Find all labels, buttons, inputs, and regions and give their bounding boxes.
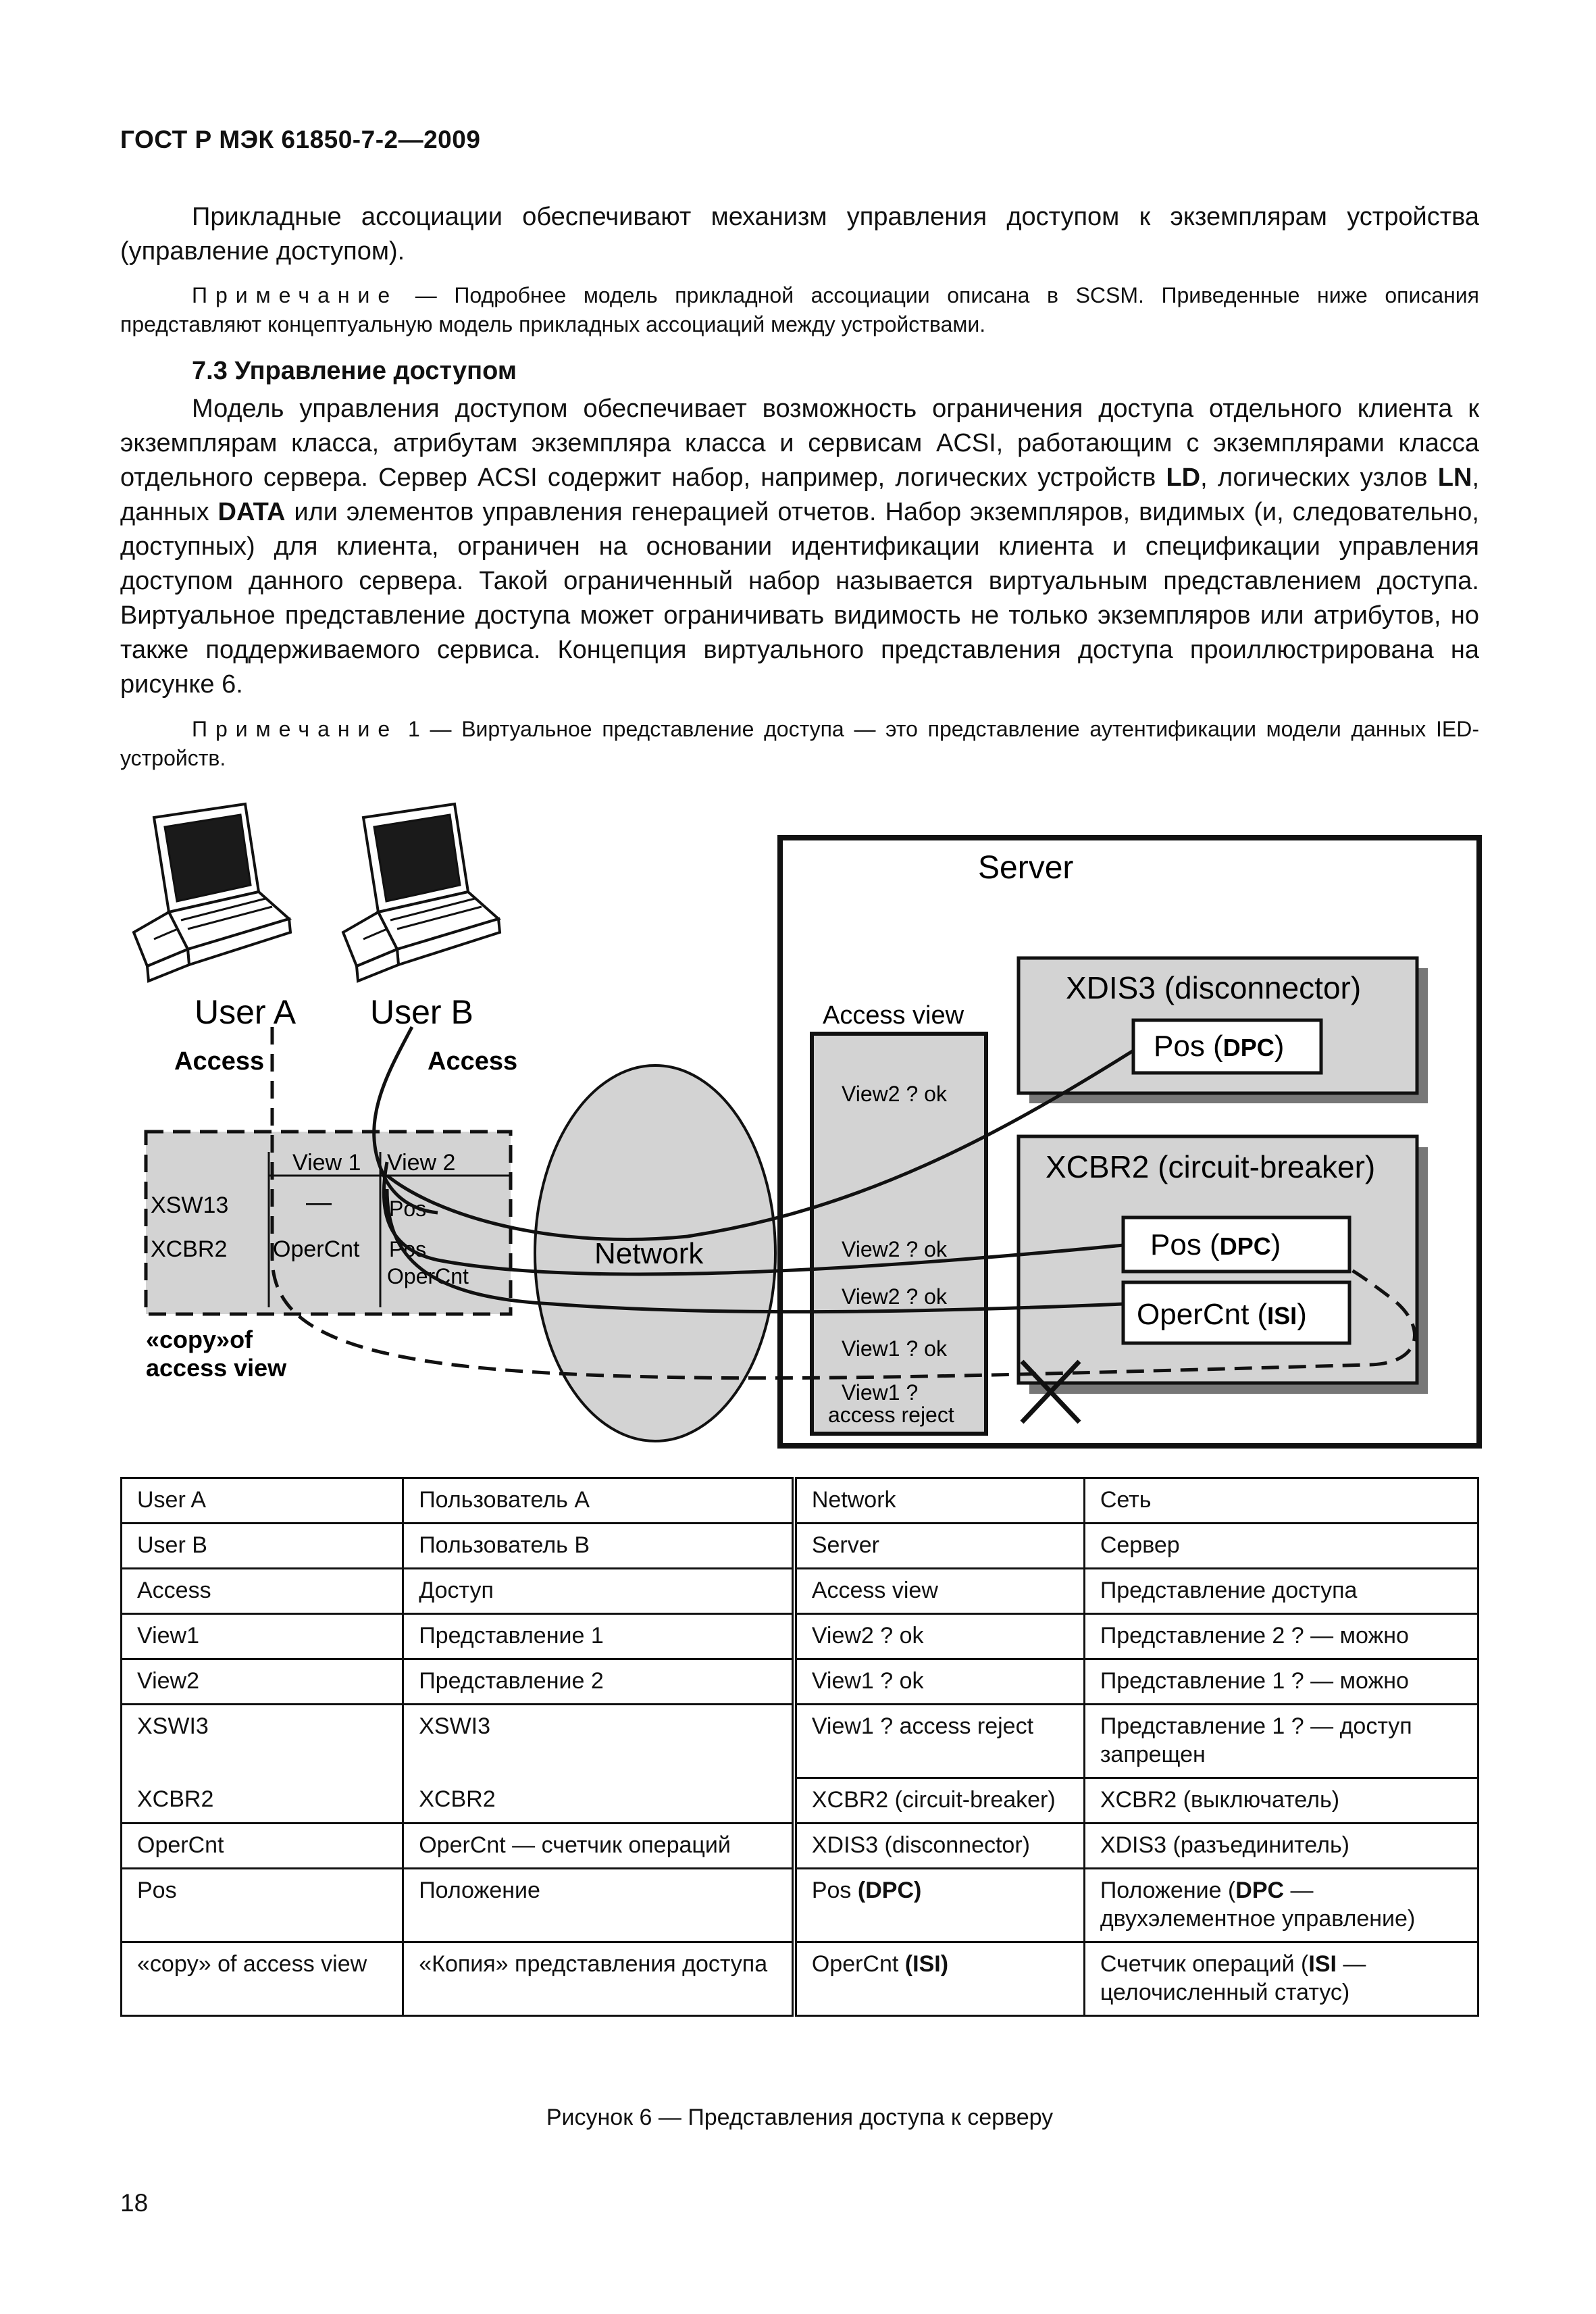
server-label: Server [978,850,1074,886]
page-header: ГОСТ Р МЭК 61850-7-2—2009 [120,126,481,153]
table-cell: Представление 1 ? — доступ запрещен [1084,1705,1478,1778]
network-label: Network [594,1237,704,1270]
access-view-diagram [120,784,1491,1459]
cell-text: OperCnt [811,1951,905,1977]
table-cell: Представление 1 ? — можно [1084,1659,1478,1705]
cell-text: — целочисленный статус) [1100,1951,1366,2005]
user-a-label: User A [195,993,297,1031]
user-b-label: User B [370,993,473,1031]
table-cell: Сеть [1084,1478,1478,1524]
table-row [122,1569,1478,1614]
access-a-label: Access [174,1047,265,1076]
table-cell: Pos [122,1869,403,1942]
laptop-a-icon [134,804,290,981]
table-cell [1084,1869,1478,1942]
para-text: , логических узлов [1200,463,1438,492]
row-xsw13-label: XSW13 [151,1192,229,1218]
table-row [122,1524,1478,1569]
table-cell: XSWI3 [122,1705,403,1778]
access-b-label: Access [428,1047,518,1076]
figure-caption: Рисунок 6 — Представления доступа к серверу [546,2105,1054,2130]
table-cell: View2 [122,1659,403,1705]
table-cell: XSWI3 [403,1705,794,1778]
access-view-label: Access view [823,1001,964,1030]
opercnt-view1-cell: OperCnt [273,1236,360,1262]
table-cell: View2 ? ok [794,1614,1084,1659]
paragraph-2 [120,392,1479,702]
table-cell: Положение [403,1869,794,1942]
section-title: 7.3 Управление доступом [192,357,517,385]
opercnt-isi: OperCnt (ISI) [1137,1298,1307,1331]
note-text: 1 — Виртуальное представление доступа — это представление аутентификации модели данных IED-устройств. [120,717,1479,770]
table-row [122,1823,1478,1869]
cell-bold: DPC [1235,1878,1285,1903]
cell-text: Положение ( [1100,1878,1236,1903]
table-cell: Представление 2 [403,1659,794,1705]
table-cell: «copy» of access view [122,1942,403,2016]
view1-col-label: View 1 [292,1150,361,1176]
table-cell: Представление 2 ? — можно [1084,1614,1478,1659]
copy-label-line2: access view [146,1354,287,1382]
table-cell: View1 ? ok [794,1659,1084,1705]
table-cell: Представление 1 [403,1614,794,1659]
access-view-entry-2: View2 ? ok [842,1237,947,1261]
table-cell: Network [794,1478,1084,1524]
table-cell: View1 ? access reject [794,1705,1084,1778]
table-row [122,1478,1478,1524]
pos-dpc-2: Pos (DPC) [1150,1228,1281,1261]
table-cell: OperCnt [122,1823,403,1869]
pos-view2-cell-2: Pos [389,1237,427,1261]
para-text: Модель управления доступом обеспечивает возможность ограничения доступа отдельного клиента к экземплярам класса, атрибутам экземпляра класса и сервисам ACSI, работающим с экземплярами класса отдельного сервера. Сервер ACSI содержит набор, например, логических устройств [120,395,1479,492]
table-cell: XDIS3 (disconnector) [794,1823,1084,1869]
pos-view2-cell: Pos [389,1197,427,1221]
view2-col-label: View 2 [387,1150,456,1176]
table-cell: XCBR2 (circuit-breaker) [794,1778,1084,1823]
xcbr2-label: XCBR2 (circuit-breaker) [1046,1149,1376,1184]
table-row [122,1659,1478,1705]
access-view-entry-4: View1 ? ok [842,1336,947,1361]
cell-text: — двухэлементное управление) [1100,1878,1416,1932]
table-cell: Представление доступа [1084,1569,1478,1614]
table-cell: XCBR2 [122,1778,403,1823]
table-row [122,1778,1478,1823]
cell-bold: ISI [1308,1951,1337,1977]
table-cell: View1 [122,1614,403,1659]
table-cell: «Копия» представления доступа [403,1942,794,2016]
row-xcbr2-label: XCBR2 [151,1236,228,1262]
table-cell: Access [122,1569,403,1614]
access-view-entry-5a: View1 ? [842,1380,919,1405]
para-bold-ln: LN [1437,463,1472,492]
note-1 [120,281,1479,339]
cell-text: Pos [811,1878,858,1903]
cell-bold: (DPC) [857,1878,922,1903]
opercnt-view2-cell: OperCnt [387,1264,469,1288]
cell-text: Счетчик операций ( [1100,1951,1309,1977]
note-label: Примечание [192,717,398,741]
xdis3-label: XDIS3 (disconnector) [1066,970,1362,1005]
note-2 [120,715,1479,773]
laptop-b-icon [343,804,500,981]
table-row [122,1942,1478,2016]
legend-table [120,1477,1479,2017]
table-cell: User A [122,1478,403,1524]
table-cell: Access view [794,1569,1084,1614]
table-cell: Доступ [403,1569,794,1614]
table-cell: XCBR2 (выключатель) [1084,1778,1478,1823]
dash-cell: — [306,1188,332,1217]
table-row [122,1614,1478,1659]
table-cell: Сервер [1084,1524,1478,1569]
page-number: 18 [120,2189,149,2217]
cell-bold: (ISI) [904,1951,949,1977]
access-view-entry-5b: access reject [828,1403,954,1427]
pos-dpc-1: Pos (DPC) [1154,1030,1285,1063]
copy-label-line1: «copy»of [146,1326,253,1353]
table-cell: OperCnt — счетчик операций [403,1823,794,1869]
para-text: или элементов управления генерацией отчетов. Набор экземпляров, видимых (и, следовательно, доступных) для клиента, ограничен на основании идентификации клиента и спецификации управления доступом данного сервера. Такой ограниченный набор называется виртуальным представлением доступа. Виртуальное представление доступа может ограничивать видимость не только экземпляров или атрибутов, но также поддерживаемого сервиса. Концепция виртуального представления доступа проиллюстрирована на рисунке 6. [120,498,1479,699]
table-cell [794,1942,1084,2016]
note-text: — Подробнее модель прикладной ассоциации описана в SCSM. Приведенные ниже описания представляют концептуальную модель прикладных ассоциаций между устройствами. [120,283,1479,336]
table-cell: Пользователь А [403,1478,794,1524]
para-text: , данных [120,463,1479,526]
paragraph-1: Прикладные ассоциации обеспечивают механизм управления доступом к экземплярам устройства (управление доступом). [120,203,1479,266]
table-cell: Пользователь В [403,1524,794,1569]
table-cell [1084,1942,1478,2016]
access-view-entry-1: View2 ? ok [842,1082,947,1106]
table-cell: Server [794,1524,1084,1569]
access-view-entry-3: View2 ? ok [842,1284,947,1309]
table-cell: User B [122,1524,403,1569]
para-bold-ld: LD [1166,463,1201,492]
table-row [122,1869,1478,1942]
table-cell: XCBR2 [403,1778,794,1823]
para-bold-data: DATA [217,498,286,526]
table-cell: XDIS3 (разъединитель) [1084,1823,1478,1869]
table-row [122,1705,1478,1778]
table-cell [794,1869,1084,1942]
note-label: Примечание [192,283,398,307]
